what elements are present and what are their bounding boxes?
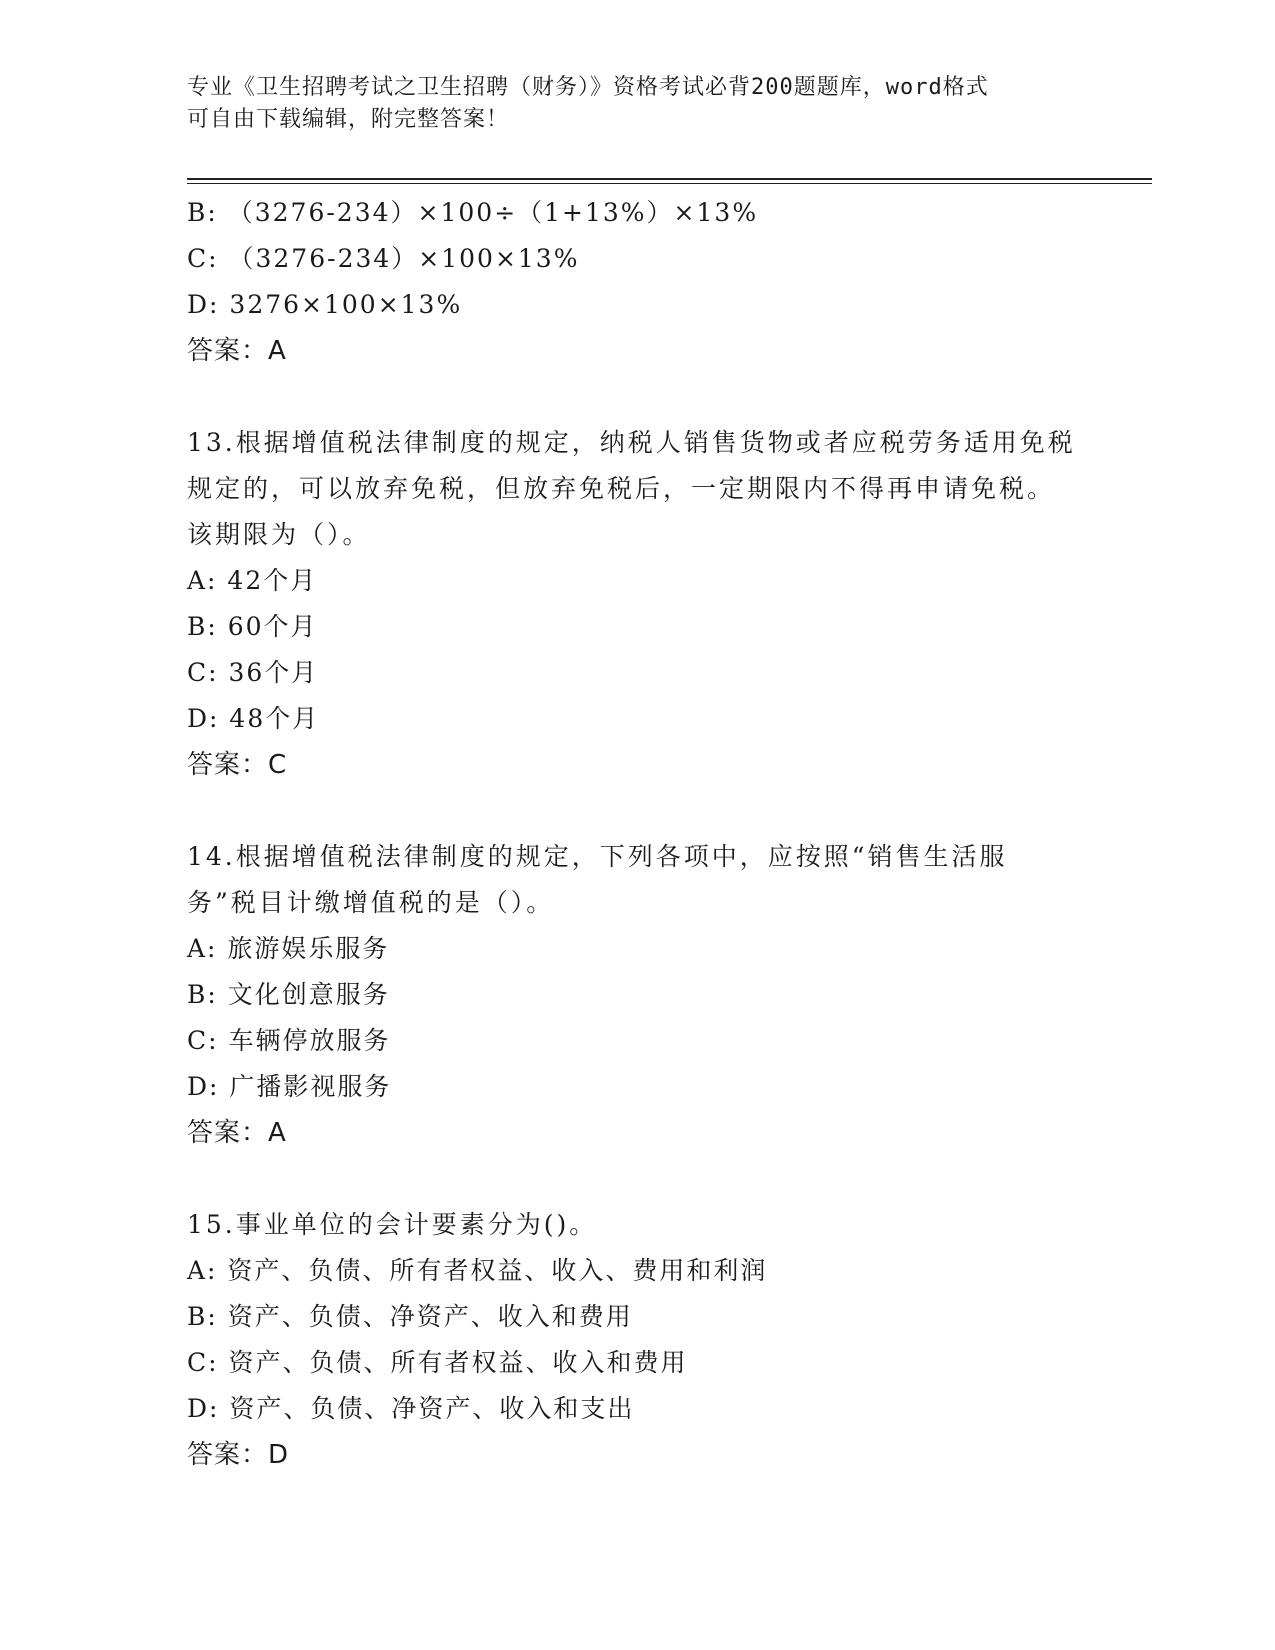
option-c: C: 资产、负债、所有者权益、收入和费用 [187,1348,688,1377]
answer-line: 答案：C [187,750,288,780]
question-13 [187,420,1087,788]
answer-line: 答案：A [187,1118,287,1148]
option-b: B: 资产、负债、净资产、收入和费用 [187,1302,633,1331]
header-title-line-1: 专业《卫生招聘考试之卫生招聘（财务）》资格考试必背200题题库，word格式 [187,75,989,100]
option-a: A: 42个月 [187,566,318,595]
option-d: D: 48个月 [187,704,320,733]
option-c: C: 车辆停放服务 [187,1026,391,1055]
option-a: A: 资产、负债、所有者权益、收入、费用和利润 [187,1256,768,1285]
question-12-continued [187,190,1087,374]
option-d: D: 广播影视服务 [187,1072,392,1101]
answer-line: 答案：A [187,336,287,366]
question-list [187,190,1087,1478]
question-stem: 13.根据增值税法律制度的规定，纳税人销售货物或者应税劳务适用免税规定的，可以放弃免税，但放弃免税后，一定期限内不得再申请免税。该期限为（）。 [187,428,1076,549]
option-b: B: 文化创意服务 [187,980,390,1009]
option-a: A: 旅游娱乐服务 [187,934,390,963]
header-divider-thin [187,183,1152,184]
option-c: C: 36个月 [187,658,319,687]
header-divider-thick [187,178,1152,180]
option-b: B: 60个月 [187,612,318,641]
option-b: B: （3276-234）×100÷（1+13%）×13% [187,198,759,227]
answer-line: 答案：D [187,1440,290,1470]
question-stem: 14.根据增值税法律制度的规定，下列各项中，应按照“销售生活服务”税目计缴增值税的是（）。 [187,842,1008,917]
header-title-line-2: 可自由下载编辑，附完整答案！ [187,107,510,132]
option-c: C: （3276-234）×100×13% [187,244,580,273]
option-d: D: 3276×100×13% [187,290,463,319]
question-stem: 15.事业单位的会计要素分为()。 [187,1210,598,1239]
question-15 [187,1202,1087,1478]
question-14 [187,834,1087,1156]
document-header [187,72,1067,136]
option-d: D: 资产、负债、净资产、收入和支出 [187,1394,635,1423]
